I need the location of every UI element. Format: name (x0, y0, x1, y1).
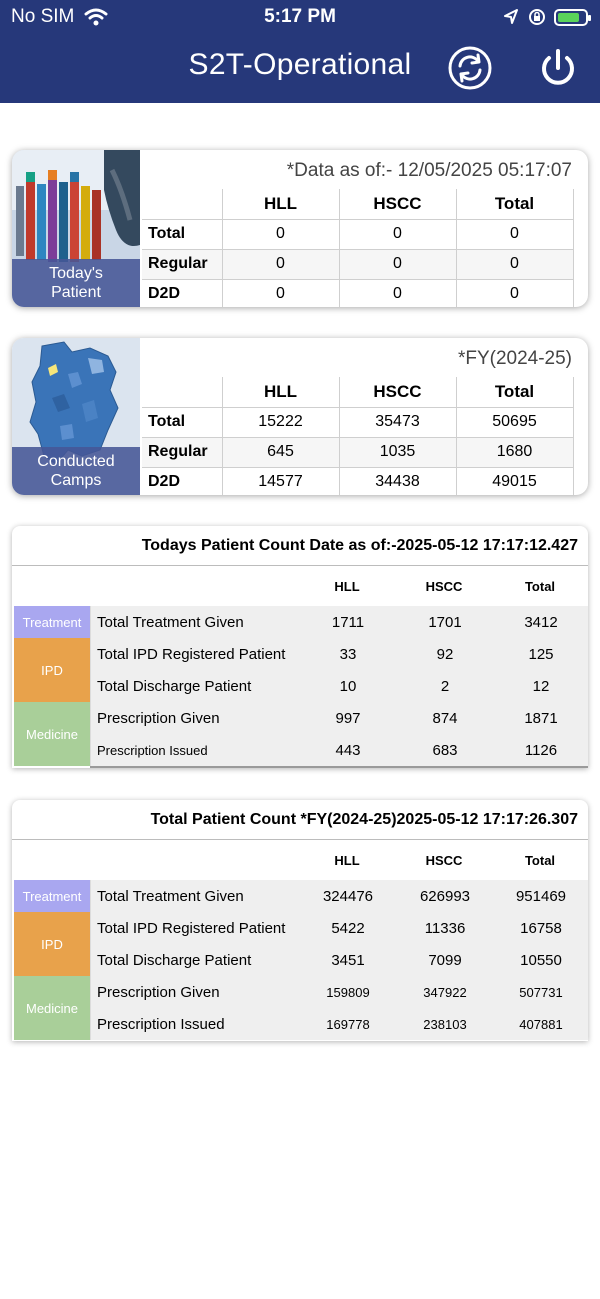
data-as-of-note: *Data as of:- 12/05/2025 05:17:07 (286, 160, 572, 181)
cell-value: 3412 (524, 614, 558, 631)
cell-value: 14577 (222, 467, 339, 495)
fy-note: *FY(2024-25) (457, 348, 572, 369)
conducted-camps-card[interactable] (12, 338, 588, 495)
group-treatment: Treatment (14, 606, 90, 638)
cell-value: 951469 (515, 888, 567, 905)
column-header: HSCC (339, 377, 456, 407)
group-medicine: Medicine (14, 702, 90, 766)
cell-value: 0 (339, 279, 456, 307)
cell-value: 49015 (456, 467, 573, 495)
camps-summary-table (142, 377, 574, 495)
corner-cell (142, 377, 222, 407)
todays-patient-caption (12, 259, 140, 307)
cell-value: 2 (440, 678, 450, 695)
cell-value: 443 (335, 742, 361, 759)
table-row (142, 279, 573, 307)
row-label: Total (142, 219, 222, 249)
column-headers (12, 566, 588, 606)
cell-value: 645 (222, 437, 339, 467)
column-header: HSCC (425, 579, 463, 594)
location-icon (503, 8, 519, 26)
row-label: Prescription Given (97, 710, 220, 727)
todays-patient-card[interactable] (12, 150, 588, 307)
total-patient-count-table (12, 800, 588, 1041)
cell-value: 0 (222, 279, 339, 307)
status-bar (0, 5, 600, 29)
cell-value: 7099 (428, 952, 462, 969)
row-label: Regular (142, 249, 222, 279)
caption-line: Camps (50, 472, 102, 489)
row-label: Regular (142, 437, 222, 467)
cell-value: 3451 (331, 952, 365, 969)
cell-value: 5422 (331, 920, 365, 937)
table-row (90, 606, 588, 638)
column-header: HSCC (339, 189, 456, 219)
cell-value: 92 (436, 646, 454, 663)
table-row (142, 219, 573, 249)
caption-line: Patient (51, 284, 101, 301)
table-row (142, 437, 573, 467)
table-row (90, 702, 588, 734)
lab-tubes-image (12, 150, 140, 307)
cell-value: 997 (335, 710, 361, 727)
cell-value: 11336 (424, 920, 466, 937)
app-header (0, 0, 600, 103)
column-header: HLL (222, 189, 339, 219)
row-label: Total Discharge Patient (97, 678, 252, 695)
table-row (142, 467, 573, 495)
group-ipd: IPD (14, 912, 90, 976)
cell-value: 683 (432, 742, 458, 759)
column-header: HLL (334, 579, 360, 594)
row-label: D2D (142, 467, 222, 495)
cell-value: 15222 (222, 407, 339, 437)
cell-value: 407881 (519, 1017, 563, 1032)
table-row (90, 912, 588, 944)
cell-value: 0 (456, 279, 573, 307)
cell-value: 0 (222, 249, 339, 279)
row-label: Total (142, 407, 222, 437)
row-label: Prescription Issued (97, 743, 208, 758)
column-header: HLL (222, 377, 339, 407)
cell-value: 874 (432, 710, 458, 727)
power-button[interactable] (534, 44, 582, 92)
cell-value: 0 (456, 249, 573, 279)
table-row (90, 670, 588, 702)
column-header: HLL (334, 853, 360, 868)
column-header: Total (456, 377, 573, 407)
column-header: Total (456, 189, 573, 219)
cell-value: 12 (532, 678, 550, 695)
cell-value: 0 (339, 249, 456, 279)
column-header: HSCC (425, 853, 463, 868)
row-label: Prescription Given (97, 984, 220, 1001)
todays-patient-count-table (12, 526, 588, 768)
cell-value: 10550 (520, 952, 562, 969)
table-row (90, 734, 588, 766)
rotation-lock-icon (528, 8, 546, 26)
row-label: Total Treatment Given (97, 614, 244, 631)
row-label: Total IPD Registered Patient (97, 920, 286, 937)
cell-value: 0 (456, 219, 573, 249)
cell-value: 1701 (428, 614, 462, 631)
group-ipd: IPD (14, 638, 90, 702)
cell-value: 35473 (339, 407, 456, 437)
battery-icon (554, 9, 588, 26)
cell-value: 0 (339, 219, 456, 249)
table-row (90, 638, 588, 670)
table-heading: Total Patient Count *FY(2024-25)2025-05-12 17:17:26.307 (12, 800, 588, 840)
column-header: Total (524, 579, 556, 594)
cell-value: 33 (339, 646, 357, 663)
row-label: Prescription Issued (97, 1016, 225, 1033)
table-heading: Todays Patient Count Date as of:-2025-05-12 17:17:12.427 (12, 526, 588, 566)
cell-value: 347922 (423, 985, 467, 1000)
cell-value: 1680 (456, 437, 573, 467)
column-headers (12, 840, 588, 880)
cell-value: 169778 (326, 1017, 370, 1032)
cell-value: 50695 (456, 407, 573, 437)
cell-value: 10 (339, 678, 357, 695)
state-map-image (12, 338, 140, 495)
refresh-button[interactable] (446, 44, 494, 92)
group-treatment: Treatment (14, 880, 90, 912)
cell-value: 1871 (524, 710, 558, 727)
cell-value: 507731 (519, 985, 563, 1000)
cell-value: 1711 (331, 614, 365, 631)
cell-value: 238103 (423, 1017, 467, 1032)
row-label: D2D (142, 279, 222, 307)
cell-value: 1126 (524, 742, 558, 759)
column-header: Total (524, 853, 556, 868)
app-title: S2T-Operational (188, 48, 412, 81)
corner-cell (142, 189, 222, 219)
conducted-camps-caption (12, 447, 140, 495)
caption-line: Today's (49, 265, 103, 282)
row-label: Total Discharge Patient (97, 952, 252, 969)
cell-value: 0 (222, 219, 339, 249)
table-divider (90, 766, 588, 768)
cell-value: 16758 (520, 920, 562, 937)
cell-value: 34438 (339, 467, 456, 495)
table-row (142, 249, 573, 279)
table-row (90, 976, 588, 1008)
row-label: Total Treatment Given (97, 888, 244, 905)
cell-value: 159809 (326, 985, 370, 1000)
cell-value: 324476 (322, 888, 374, 905)
status-time: 5:17 PM (264, 6, 336, 27)
table-row (90, 880, 588, 912)
cell-value: 626993 (419, 888, 471, 905)
cell-value: 125 (528, 646, 554, 663)
todays-summary-table (142, 189, 574, 307)
table-row (90, 944, 588, 976)
carrier-label: No SIM (11, 6, 75, 27)
group-medicine: Medicine (14, 976, 90, 1040)
cell-value: 1035 (339, 437, 456, 467)
table-row (90, 1008, 588, 1040)
table-row (142, 407, 573, 437)
row-label: Total IPD Registered Patient (97, 646, 286, 663)
caption-line: Conducted (37, 453, 115, 470)
